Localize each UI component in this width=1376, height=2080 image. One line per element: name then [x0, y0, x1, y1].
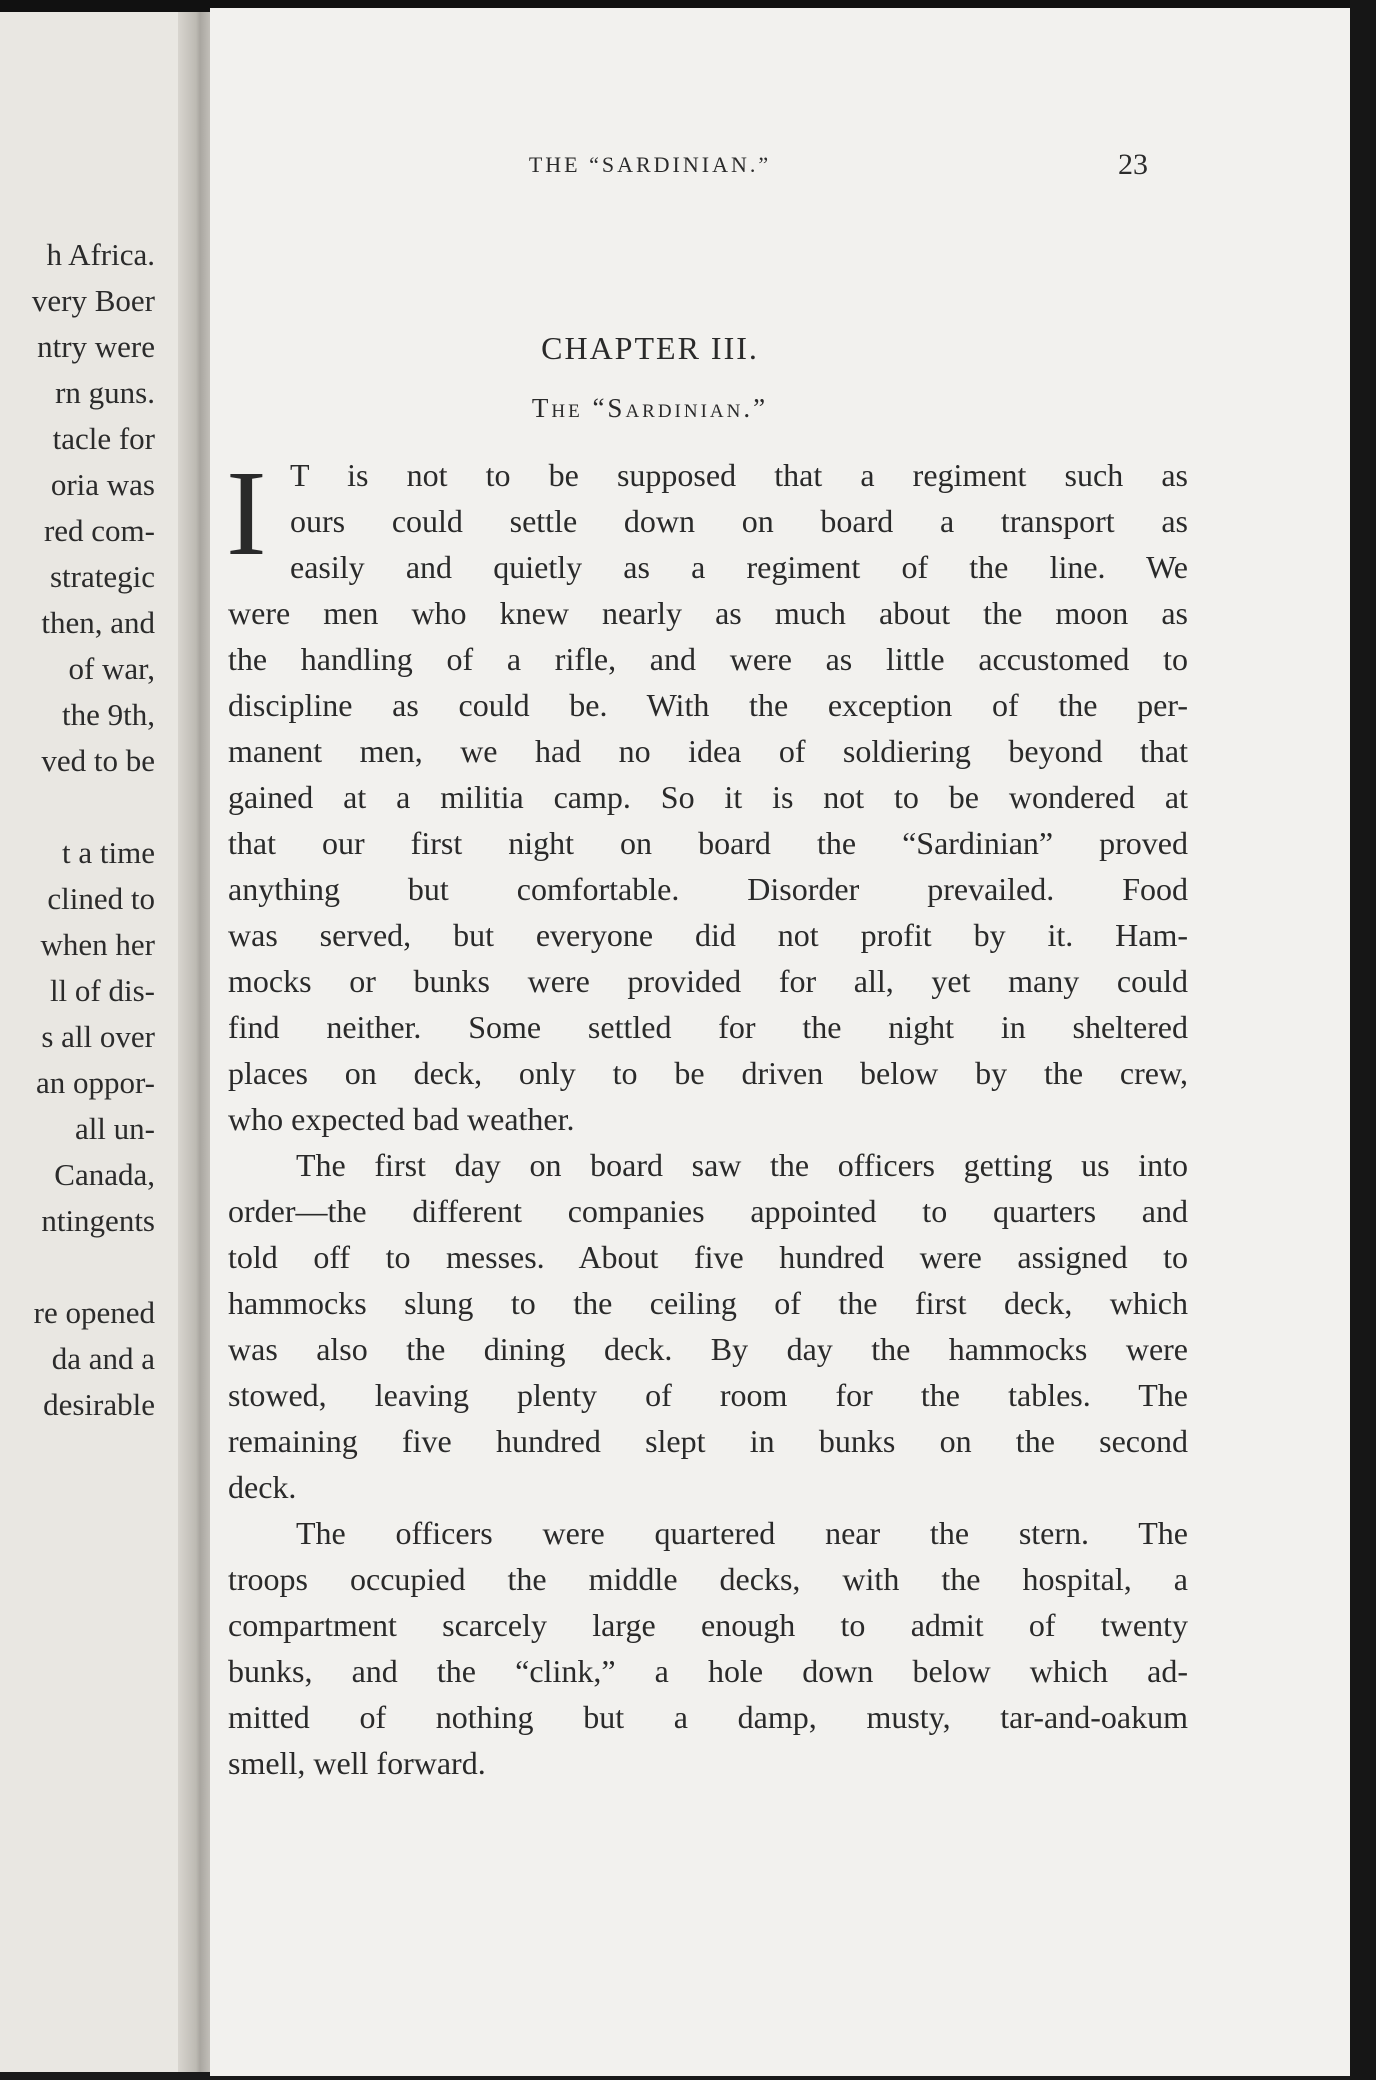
text-line: smell, well forward.	[228, 1745, 486, 1781]
text-line: manent men, we had no idea of soldiering beyond that	[228, 733, 1188, 769]
facing-page-line: s all over	[41, 1019, 155, 1054]
text-line: compartment scarcely large enough to admit of twenty	[228, 1607, 1188, 1643]
text-line: bunks, and the “clink,” a hole down below which ad-	[228, 1653, 1188, 1689]
page-number: 23	[1118, 148, 1148, 181]
facing-page-line: tacle for	[52, 421, 155, 456]
facing-page-line: oria was	[50, 467, 155, 502]
facing-page-line: ntingents	[41, 1203, 155, 1238]
text-line: the handling of a rifle, and were as little accustomed to	[228, 641, 1188, 677]
body-text	[226, 446, 1188, 1786]
facing-page	[0, 12, 205, 2072]
facing-page-line: re opened	[33, 1295, 155, 1330]
facing-page-line: the 9th,	[62, 697, 155, 732]
facing-page-line: an oppor-	[35, 1065, 155, 1100]
text-line: deck.	[228, 1469, 297, 1505]
text-line: gained at a militia camp. So it is not to be wondered at	[228, 779, 1188, 815]
facing-page-line: strategic	[49, 559, 155, 594]
facing-page-line: h Africa.	[46, 237, 155, 272]
text-line: mocks or bunks were provided for all, yet many could	[228, 963, 1188, 999]
text-line: discipline as could be. With the exception of the per-	[228, 687, 1188, 723]
text-line: were men who knew nearly as much about the moon as	[228, 595, 1188, 631]
facing-page-line: desirable	[43, 1387, 155, 1422]
text-line: troops occupied the middle decks, with the hospital, a	[228, 1561, 1188, 1597]
facing-page-line: clined to	[47, 881, 155, 916]
drop-cap: I	[226, 446, 267, 581]
facing-page-line: da and a	[51, 1341, 155, 1376]
facing-page-line: ntry were	[37, 329, 155, 364]
facing-page-line: ll of dis-	[49, 973, 155, 1008]
paragraph	[228, 1142, 1188, 1510]
facing-page-line: Canada,	[54, 1157, 155, 1192]
facing-page-line: all un-	[74, 1111, 155, 1146]
text-line: told off to messes. About five hundred were assigned to	[228, 1239, 1188, 1275]
text-line: anything but comfortable. Disorder prevailed. Food	[228, 871, 1188, 907]
running-head: THE “SARDINIAN.”	[528, 152, 772, 177]
text-line: that our first night on board the “Sardinian” proved	[228, 825, 1188, 861]
facing-page-line: of war,	[68, 651, 155, 686]
facing-page-line: when her	[40, 927, 155, 962]
text-line: The officers were quartered near the stern. The	[296, 1515, 1188, 1551]
facing-page-line: red com-	[43, 513, 155, 548]
text-line: remaining five hundred slept in bunks on the second	[228, 1423, 1188, 1459]
text-line: order—the different companies appointed to quarters and	[228, 1193, 1188, 1229]
facing-page-line: then, and	[41, 605, 155, 640]
facing-page-line: very Boer	[31, 283, 155, 318]
text-line: The first day on board saw the officers getting us into	[296, 1147, 1188, 1183]
chapter-subtitle: The “Sardinian.”	[531, 393, 769, 423]
text-line: easily and quietly as a regiment of the line. We	[290, 549, 1188, 585]
text-line: hammocks slung to the ceiling of the first deck, which	[228, 1285, 1188, 1321]
facing-page-line: ved to be	[41, 743, 155, 778]
text-line: stowed, leaving plenty of room for the tables. The	[228, 1377, 1188, 1413]
facing-page-line: rn guns.	[55, 375, 155, 410]
text-line: ours could settle down on board a transport as	[290, 503, 1188, 539]
text-line: mitted of nothing but a damp, musty, tar-and-oakum	[228, 1699, 1188, 1735]
chapter-title: CHAPTER III.	[541, 330, 759, 366]
text-line: was served, but everyone did not profit by it. Ham-	[228, 917, 1188, 953]
text-line: who expected bad weather.	[228, 1101, 575, 1137]
text-line: was also the dining deck. By day the hammocks were	[228, 1331, 1188, 1367]
scan-border-right	[1350, 0, 1376, 2080]
paragraph	[226, 446, 1188, 1142]
text-line: places on deck, only to be driven below by the crew,	[228, 1055, 1188, 1091]
facing-page-line: t a time	[62, 835, 155, 870]
text-line: find neither. Some settled for the night in sheltered	[228, 1009, 1188, 1045]
text-line: T is not to be supposed that a regiment such as	[290, 457, 1188, 493]
paragraph	[228, 1510, 1188, 1786]
